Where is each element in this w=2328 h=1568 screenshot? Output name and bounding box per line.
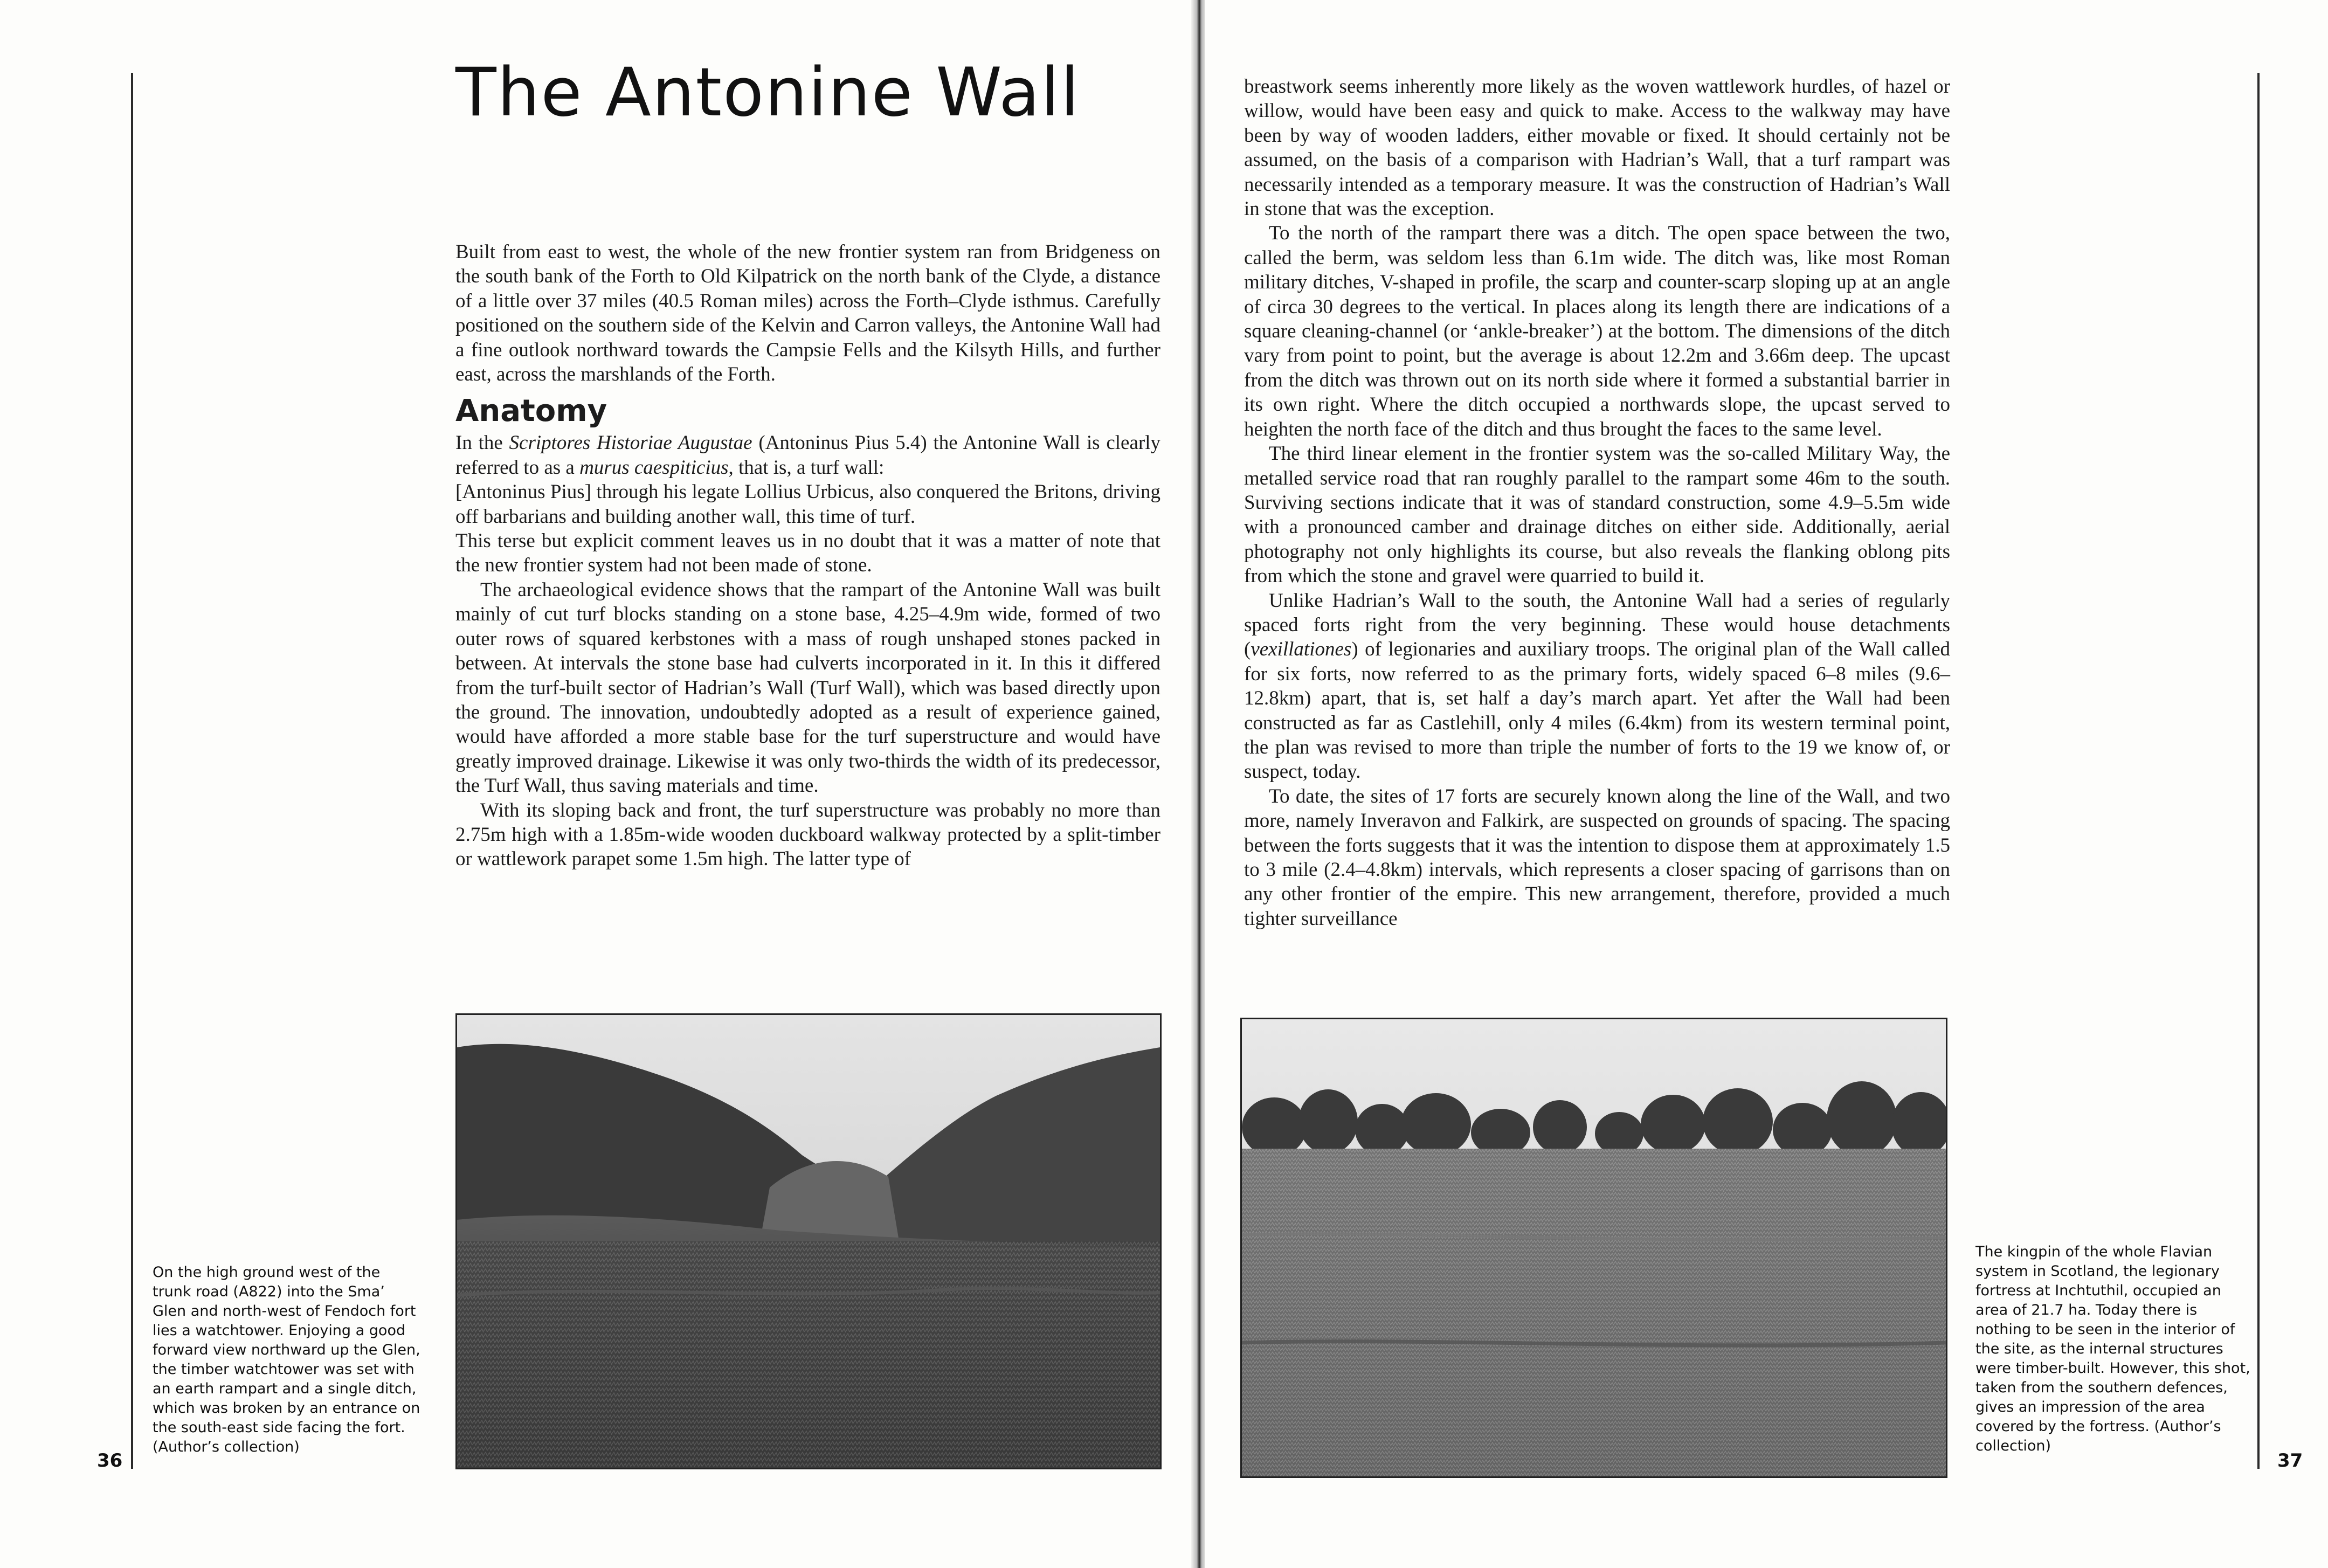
right-paragraph-4 [1244,589,1950,784]
anatomy-text-c: , that is, a turf wall: [728,456,885,479]
body-paragraph-2: This terse but explicit comment leaves us in no doubt that it was a matter of note that the new frontier system had not been made of stone. [455,530,1160,577]
latin-term: murus caespiticius [579,456,729,479]
left-margin-rule [131,73,133,1469]
right-text-column [1244,74,1950,931]
right-page [1205,0,2328,1568]
inchtuthil-photo-image [1242,1019,1946,1476]
anatomy-paragraph [455,431,1160,480]
glen-photo [455,1013,1162,1469]
page-number-left: 36 [97,1450,123,1472]
right-paragraph-3: The third linear element in the frontier system was the so-called Military Way, the metalled service road that ran roughly parallel to the rampart some 46m to the south. Surviving sections indicate that it was of standard construction, some 4.9–5.5m wide with a pronounced camber and drainage ditches on either side. Additionally, aerial photography not only highlights its course, but also reveals the flanking oblong pits from which the stone and gravel were quarried to build it. [1244,443,1950,588]
block-quote: [Antoninus Pius] through his legate Lollius Urbicus, also conquered the Britons, driving off barbarians and building another wall, this time of turf. [455,481,1160,528]
source-title: Scriptores Historiae Augustae [509,432,752,454]
right-photo-caption: The kingpin of the whole Flavian system in Scotland, the legionary fortress at Inchtuthil, occupied an area of 21.7 ha. Today there is nothing to be seen in the interior of the site, as the internal structures were timber-built. However, this shot, taken from the southern defences, gives an impression of the area covered by the fortress. (Author’s collection) [1975,1244,2250,1454]
page-number-right: 37 [2277,1450,2303,1472]
glen-photo-image [457,1015,1160,1468]
right-paragraph-1: breastwork seems inherently more likely as the woven wattlework hurdles, of hazel or willow, would have been easy and quick to make. Access to the walkway may have been by way of wooden ladders, either movable or fixed. It should certainly not be assumed, on the basis of a comparison with Hadrian’s Wall, that a turf rampart was necessarily intended as a temporary measure. It was the construction of Hadrian’s Wall in stone that was the exception. [1244,75,1950,220]
inchtuthil-photo [1240,1018,1947,1478]
right-paragraph-5: To date, the sites of 17 forts are securely known along the line of the Wall, and two more, namely Inveravon and Falkirk, are suspected on grounds of spacing. The spacing between the forts suggests that it was the intention to dispose them at approximately 1.5 to 3 mile (2.4–4.8km) intervals, which represents a closer spacing of garrisons than on any other frontier of the empire. This new arrangement, therefore, provided a much tighter surveillance [1244,785,1950,930]
section-heading-anatomy: Anatomy [455,393,607,429]
anatomy-text-b: (Antoninus Pius 5.4) the Antonine Wall is clearly referred to as a [455,432,1160,479]
right-paragraph-4-a: Unlike Hadrian’s Wall to the south, the Antonine Wall had a series of regularly spaced forts right from the very beginning. These would house detachments ( [1244,589,1950,661]
left-photo-caption: On the high ground west of the trunk road (A822) into the Sma’ Glen and north-west of Fendoch fort lies a watchtower. Enjoying a good forward view northward up the Glen, the timber watchtower was set with an earth rampart and a single ditch, which was broken by an entrance on the south-east side facing the fort. (Author’s collection) [153,1264,420,1455]
right-paragraph-4-b: ) of legionaries and auxiliary troops. The original plan of the Wall called for six forts, now referred to as the primary forts, widely spaced 6–8 miles (9.6–12.8km) apart, that is, set half a day’s march apart. Yet after the Wall had been constructed as far as Castlehill, only 4 miles (6.4km) from its western terminal point, the plan was revised to more than triple the number of forts to the 19 we know of, or suspect, today. [1244,638,1950,783]
right-paragraph-2: To the north of the rampart there was a ditch. The open space between the two, called the berm, was seldom less than 6.1m wide. The ditch was, like most Roman military ditches, V-shaped in profile, the scarp and counter-scarp sloping up at an angle of circa 30 degrees to the vertical. In places along its length there are indications of a square cleaning-channel (or ‘ankle-breaker’) at the bottom. The dimensions of the ditch vary from point to point, but the average is about 12.2m and 3.66m deep. The upcast from the ditch was thrown out on its north side where it formed a substantial barrier in its own right. Where the ditch occupied a northwards slope, the upcast served to heighten the north face of the ditch and thus brought the faces to the same level. [1244,222,1950,440]
body-paragraph-3: The archaeological evidence shows that the rampart of the Antonine Wall was built mainly of cut turf blocks standing on a stone base, 4.25–4.9m wide, formed of two outer rows of squared kerbstones with a mass of rough unshaped stones packed in between. At intervals the stone base had culverts incorporated in it. In this it differed from the turf-built sector of Hadrian’s Wall (Turf Wall), which was based directly upon the ground. The innovation, undoubtedly adopted as a result of experience gained, would have afforded a more stable base for the turf superstructure and would have greatly improved drainage. Likewise it was only two-thirds the width of its predecessor, the Turf Wall, thus saving materials and time. [455,578,1160,797]
anatomy-text-a: In the [455,432,509,454]
left-text-column [455,240,1160,872]
body-paragraph-4: With its sloping back and front, the turf superstructure was probably no more than 2.75m high with a 1.85m-wide wooden duckboard walkway protected by a split-timber or wattlework parapet some 1.5m high. The latter type of [455,799,1160,871]
right-margin-rule [2257,73,2260,1469]
page-title: The Antonine Wall [455,54,1080,132]
intro-paragraph: Built from east to west, the whole of the new frontier system ran from Bridgeness on the south bank of the Forth to Old Kilpatrick on the north bank of the Clyde, a distance of a little over 37 miles (40.5 Roman miles) across the Forth–Clyde isthmus. Carefully positioned on the southern side of the Kelvin and Carron valleys, the Antonine Wall had a fine outlook northward towards the Campsie Fells and the Kilsyth Hills, and further east, across the marshlands of the Forth. [455,241,1160,386]
latin-term-vexillationes: vexillationes [1251,638,1352,661]
